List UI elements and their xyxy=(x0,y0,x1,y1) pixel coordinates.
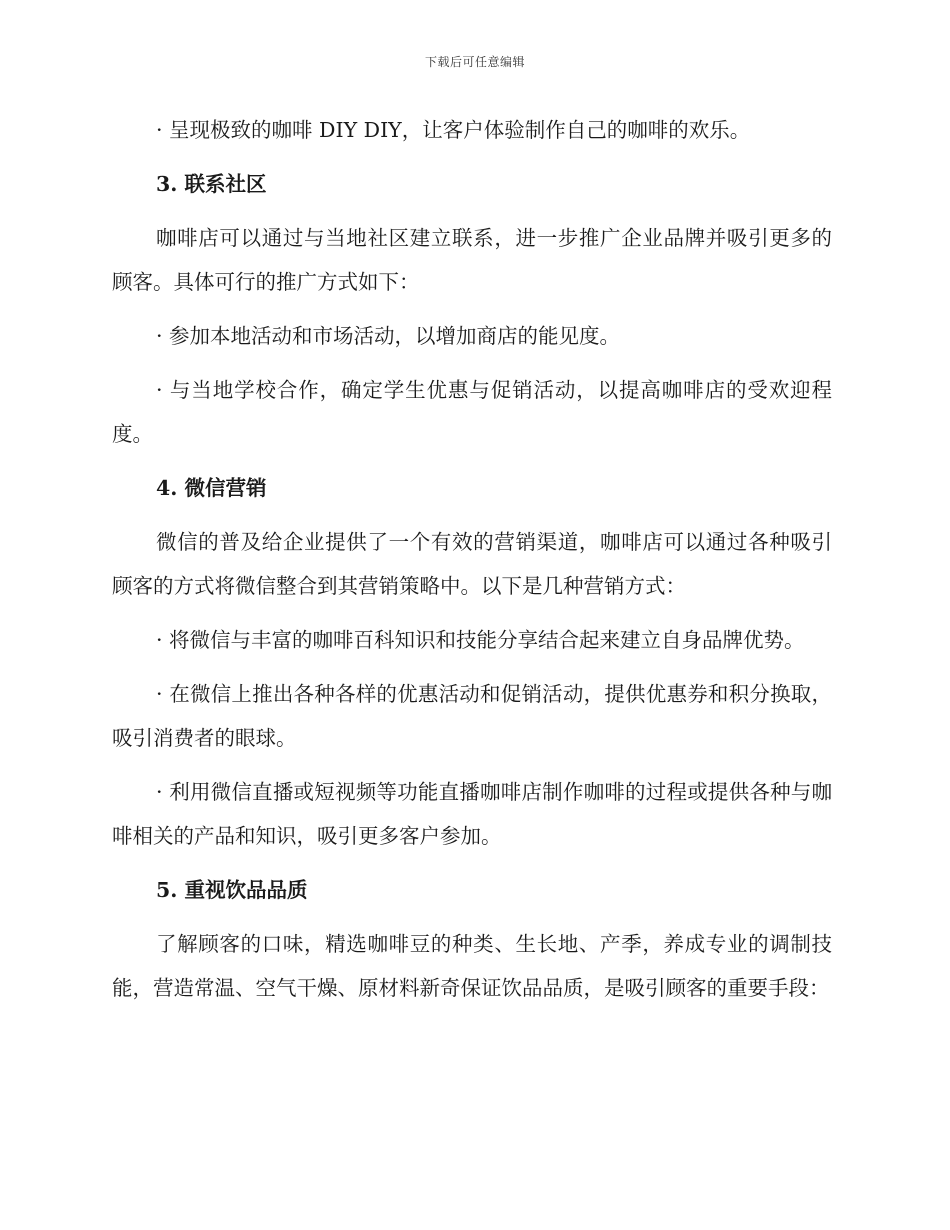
bullet-wechat-live: · 利用微信直播或短视频等功能直播咖啡店制作咖啡的过程或提供各种与咖啡相关的产品和知识，吸引更多客户参加。 xyxy=(112,780,832,848)
page-header: 下载后可任意编辑 xyxy=(424,55,525,69)
bullet-wechat-knowledge: · 将微信与丰富的咖啡百科知识和技能分享结合起来建立自身品牌优势。 xyxy=(156,628,805,652)
paragraph-wechat-intro: 微信的普及给企业提供了一个有效的营销渠道，咖啡店可以通过各种吸引顾客的方式将微信整合到其营销策略中。以下是几种营销方式： xyxy=(112,530,832,598)
heading-community: 3. 联系社区 xyxy=(156,172,267,196)
bullet-wechat-promotions: · 在微信上推出各种各样的优惠活动和促销活动，提供优惠券和积分换取，吸引消费者的眼球。 xyxy=(112,682,832,750)
bullet-local-events: · 参加本地活动和市场活动，以增加商店的能见度。 xyxy=(156,324,621,348)
heading-drink-quality: 5. 重视饮品品质 xyxy=(156,878,308,902)
bullet-diy: · 呈现极致的咖啡 DIY DIY，让客户体验制作自己的咖啡的欢乐。 xyxy=(156,118,751,142)
document-body xyxy=(112,108,832,1020)
bullet-school-cooperation: · 与当地学校合作，确定学生优惠与促销活动，以提高咖啡店的受欢迎程度。 xyxy=(112,378,832,446)
paragraph-community-intro: 咖啡店可以通过与当地社区建立联系，进一步推广企业品牌并吸引更多的顾客。具体可行的推广方式如下： xyxy=(112,226,832,294)
heading-wechat-marketing: 4. 微信营销 xyxy=(156,476,267,500)
paragraph-drink-quality: 了解顾客的口味，精选咖啡豆的种类、生长地、产季，养成专业的调制技能，营造常温、空气干燥、原材料新奇保证饮品品质，是吸引顾客的重要手段： xyxy=(112,932,832,1000)
